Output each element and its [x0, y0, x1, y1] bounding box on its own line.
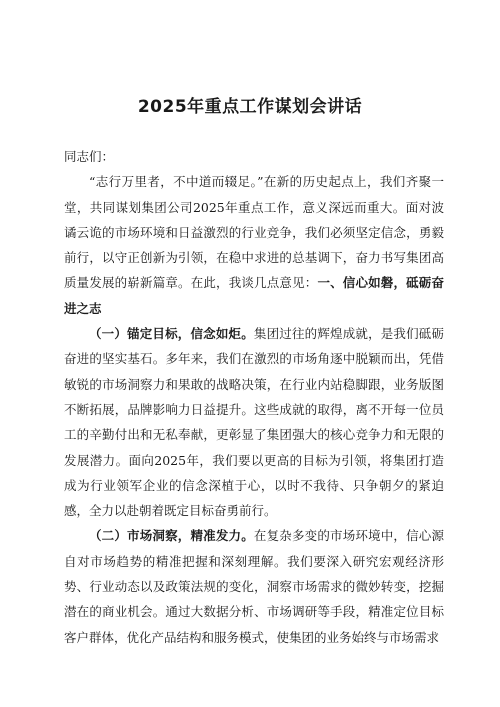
section-heading-1: 一、信心如磐，砥砺奋进之志 — [64, 275, 444, 316]
salutation: 同志们： — [64, 149, 115, 164]
paragraph-subsection-1 — [64, 321, 444, 523]
subsection-heading-2: （二）市场洞察，精准发力。 — [89, 528, 254, 544]
subsection-text-1: 集团过往的辉煌成就，是我们砥砺奋进的坚实基石。多年来，我们在激烈的市场角逐中脱颖而出，凭借敏锐的市场洞察力和果敢的战略决策，在行业内站稳脚跟，业务版图不断拓展，品牌影响力日益提升。这些成就的取得，离不开每一位员工的辛勤付出和无私奉献，更彰显了集团强大的核心竞争力和无限的发展潜力。面向2025年，我们要以更高的目标为引领，将集团打造成为行业领军企业的信念深植于心，以时不我待、只争朝夕的紧迫感，全力以赴朝着既定目标奋勇前行。 — [64, 326, 444, 519]
document-body — [64, 144, 444, 650]
paragraph-intro — [64, 169, 444, 321]
paragraph-subsection-2 — [64, 523, 444, 649]
subsection-text-2: 在复杂多变的市场环境中，信心源自对市场趋势的精准把握和深刻理解。我们要深入研究宏观经济形势、行业动态以及政策法规的变化，洞察市场需求的微妙转变，挖掘潜在的商业机会。通过大数据分析、市场调研等手段，精准定位目标客户群体，优化产品结构和服务模式，使集团的业务始终与市场需求 — [64, 528, 444, 645]
document-title: 2025年重点工作谋划会讲话 — [137, 97, 363, 117]
paragraph-intro-text: “志行万里者，不中道而辍足。”在新的历史起点上，我们齐聚一堂，共同谋划集团公司2025年重点工作，意义深远而重大。面对波谲云诡的市场环境和日益激烈的行业竞争，我们必须坚定信念，勇毅前行，以守正创新为引领，在稳中求进的总基调下，奋力书写集团高质量发展的崭新篇章。在此，我谈几点意见： — [64, 174, 444, 291]
subsection-heading-1: （一）锚定目标，信念如炬。 — [89, 326, 254, 342]
